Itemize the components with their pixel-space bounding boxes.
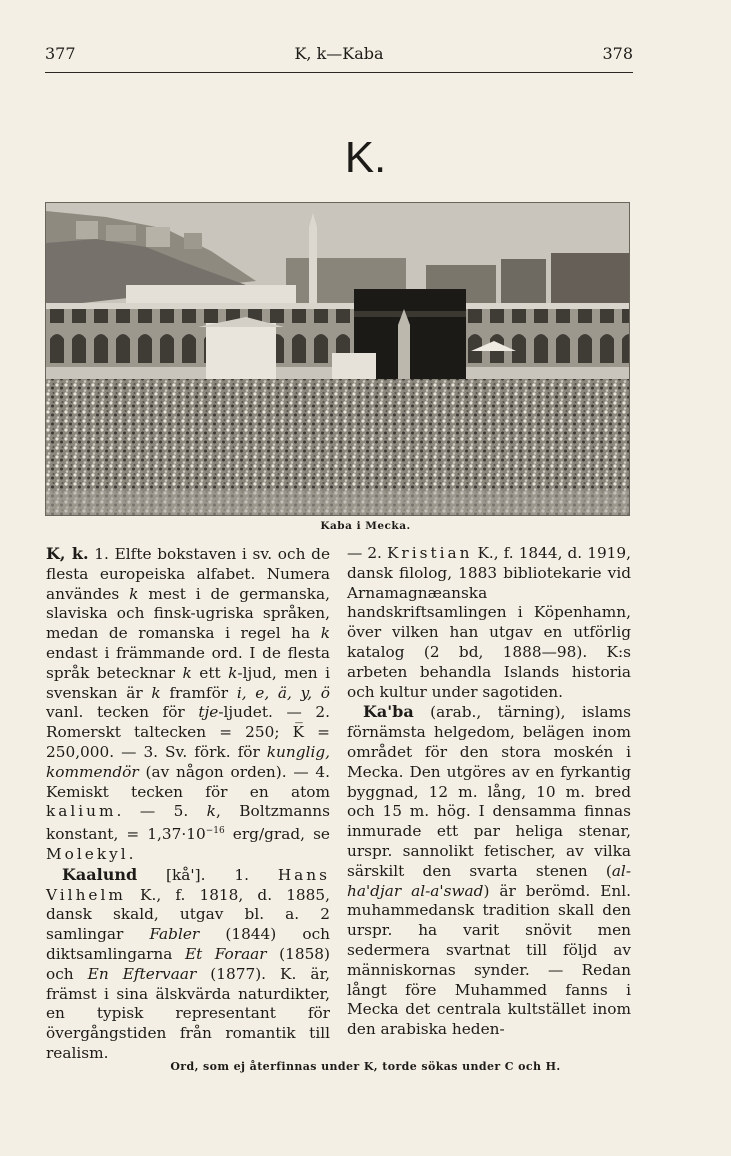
exponent: −16 (205, 826, 225, 837)
entry-k: K, k. 1. Elfte bokstaven i sv. och de flesta europeiska alfabet. Numera användes k mest i de germanska, slaviska och finsk-ugriska språken, medan de romanska i regel ha k endast i främmande ord. I de flesta språk betecknar k ett k-ljud, men i svenskan är k framför i, e, ä, y, ö vanl. tecken för tje-ljudet. — 2. Romerskt taltecken = 250; K̅ = 250,000. — 3. Sv. förk. för kunglig, kommendör (av någon orden). — 4. Kemiskt tecken för en atom kalium. — 5. k, Boltzmanns konstant, = $1,37\cdot 10^{-16}$ erg/grad, se Molekyl. (46, 544, 331, 864)
entry-headword: Ka'ba (363, 702, 414, 722)
cross-reference: kalium (46, 802, 117, 821)
entry-headword: Kaalund (62, 864, 138, 884)
entry-kaba: Ka'ba (arab., tärning), islams förnämsta helgedom, belägen inom området för den stora moskén i Mecka. Den utgöres av en fyrkantig byggnad, 12 m. lång, 10 m. bred och 15 m. hög. I densamma finnas inmurade ett par heliga stenar, urspr. sannolikt fetischer, av vilka särskilt den svarta stenen (al-ha'djar al-a'swad) är berömd. Enl. muhammedansk tradition skall den urspr. ha varit snövit men sedermera svartnat till följd av människornas synder. — Redan långt före Muhammed fanns i Mecka det centrala kultstället inom den arabiska heden- (347, 702, 631, 1039)
person-name: Kristian (386, 544, 473, 562)
entry-kaalund-continued: — 2. Kristian K., f. 1844, d. 1919, dansk filolog, 1883 bibliotekarie vid Arnamagnæanska handskriftsamlingen i Köpenhamn, över vilken han utgav en utförlig katalog (2 bd, 1888—98). K:s arbeten behandla Islands historia och kultur under sagotiden. (347, 544, 631, 701)
footer-note: Ord, som ej återfinnas under K, torde sökas under C och H. (170, 1060, 561, 1073)
page-number-right: 378 (602, 44, 633, 63)
text-column-left (46, 544, 330, 1064)
figure-caption: Kaba i Mecka. (320, 520, 411, 532)
kaaba-photograph (45, 202, 630, 516)
section-letter: K. (344, 133, 387, 182)
running-title: K, k—Kaba (294, 44, 384, 63)
header-rule (45, 72, 633, 73)
entry-kaalund: Kaalund [kå']. 1. Hans Vilhelm K., f. 1818, d. 1885, dansk skald, utgav bl. a. 2 samlingar Fabler (1844) och diktsamlingarna Et Foraar (1858) och En Eftervaar (1877). K. är, främst i sina älskvärda naturdikter, en typisk representant för övergångstiden från romantik till realism. (46, 864, 331, 1063)
photo-illustration (46, 203, 629, 515)
text-column-right (347, 544, 631, 1040)
page-number-left: 377 (45, 44, 76, 63)
person-name: Hans Vilhelm (46, 865, 330, 904)
cross-reference: Molekyl (46, 845, 129, 864)
entry-headword: K, k. (46, 544, 89, 563)
